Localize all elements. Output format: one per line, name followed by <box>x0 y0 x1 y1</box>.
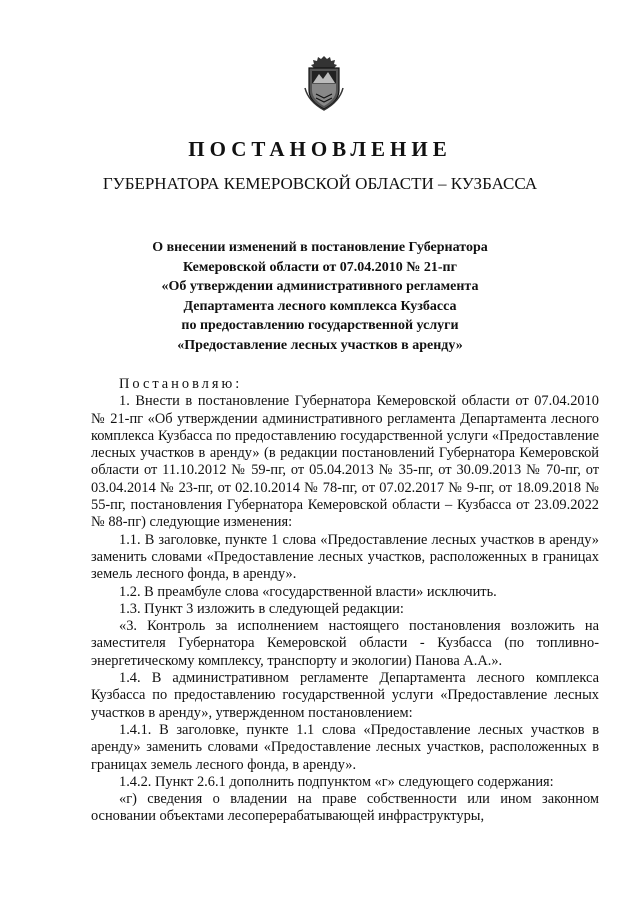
document-title: ПОСТАНОВЛЕНИЕ <box>188 137 452 161</box>
paragraph: 1.2. В преамбуле слова «государственной власти» исключить. <box>119 583 497 600</box>
document-heading <box>90 238 550 355</box>
heading-line: «Об утверждении административного регламента <box>161 279 479 294</box>
paragraph: 1.4.2. Пункт 2.6.1 дополнить подпунктом «г» следующего содержания: <box>119 773 554 790</box>
decree-word: Постановляю: <box>119 376 243 392</box>
paragraph: 1.1. В заголовке, пункте 1 слова «Предоставление лесных участков в аренду» заменить словами «Предоставление лесных участков, расположенных в границах земель лесного фонда, в аренду». <box>91 531 599 583</box>
paragraph: «3. Контроль за исполнением настоящего постановления возложить на заместителя Губернатора Кемеровской области - Кузбасса (по топливно-энергетическому комплексу, транспорту и экологии) Панова А.А.». <box>91 618 599 669</box>
heading-line: «Предоставление лесных участков в аренду» <box>177 337 463 353</box>
paragraph: 1. Внести в постановление Губернатора Кемеровской области от 07.04.2010 № 21-пг «Об утверждении административного регламента Департамента лесного комплекса Кузбасса по предоставлению государственной услуги «Предоставление лесных участков в аренду» (в редакции постановлений Губернатора Кемеровской области от 11.10.2012 № 59-пг, от 05.04.2013 № 35-пг, от 30.09.2013 № 70-пг, от 03.04.2014 № 23-пг, от 02.10.2014 № 78-пг, от 07.02.2017 № 9-пг, от 18.09.2018 № 55-пг, постановления Губернатора Кемеровской области – Кузбасса от 23.09.2022 № 88-пг) следующие изменения: <box>91 393 599 531</box>
document-issuer: ГУБЕРНАТОРА КЕМЕРОВСКОЙ ОБЛАСТИ – КУЗБАССА <box>102 174 538 193</box>
paragraph: 1.3. Пункт 3 изложить в следующей редакции: <box>119 600 404 617</box>
paragraph: 1.4.1. В заголовке, пункте 1.1 слова «Предоставление лесных участков в аренду» заменить словами «Предоставление лесных участков, расположенных в границах земель лесного фонда, в аренду». <box>91 721 599 773</box>
coat-of-arms-emblem <box>303 54 345 112</box>
heading-line: О внесении изменений в постановление Губернатора <box>152 240 488 255</box>
heading-line: по предоставлению государственной услуги <box>181 318 459 333</box>
document-body <box>91 376 599 826</box>
paragraph: 1.4. В административном регламенте Департамента лесного комплекса Кузбасса по предоставлению государственной услуги «Предоставление лесных участков в аренду», утвержденном постановлением: <box>91 670 599 721</box>
heading-line: Департамента лесного комплекса Кузбасса <box>183 298 457 314</box>
heading-line: Кемеровской области от 07.04.2010 № 21-пг <box>183 259 457 275</box>
paragraph: «г) сведения о владении на праве собственности или ином законном основании объектами лесоперерабатывающей инфраструктуры, <box>91 791 599 825</box>
